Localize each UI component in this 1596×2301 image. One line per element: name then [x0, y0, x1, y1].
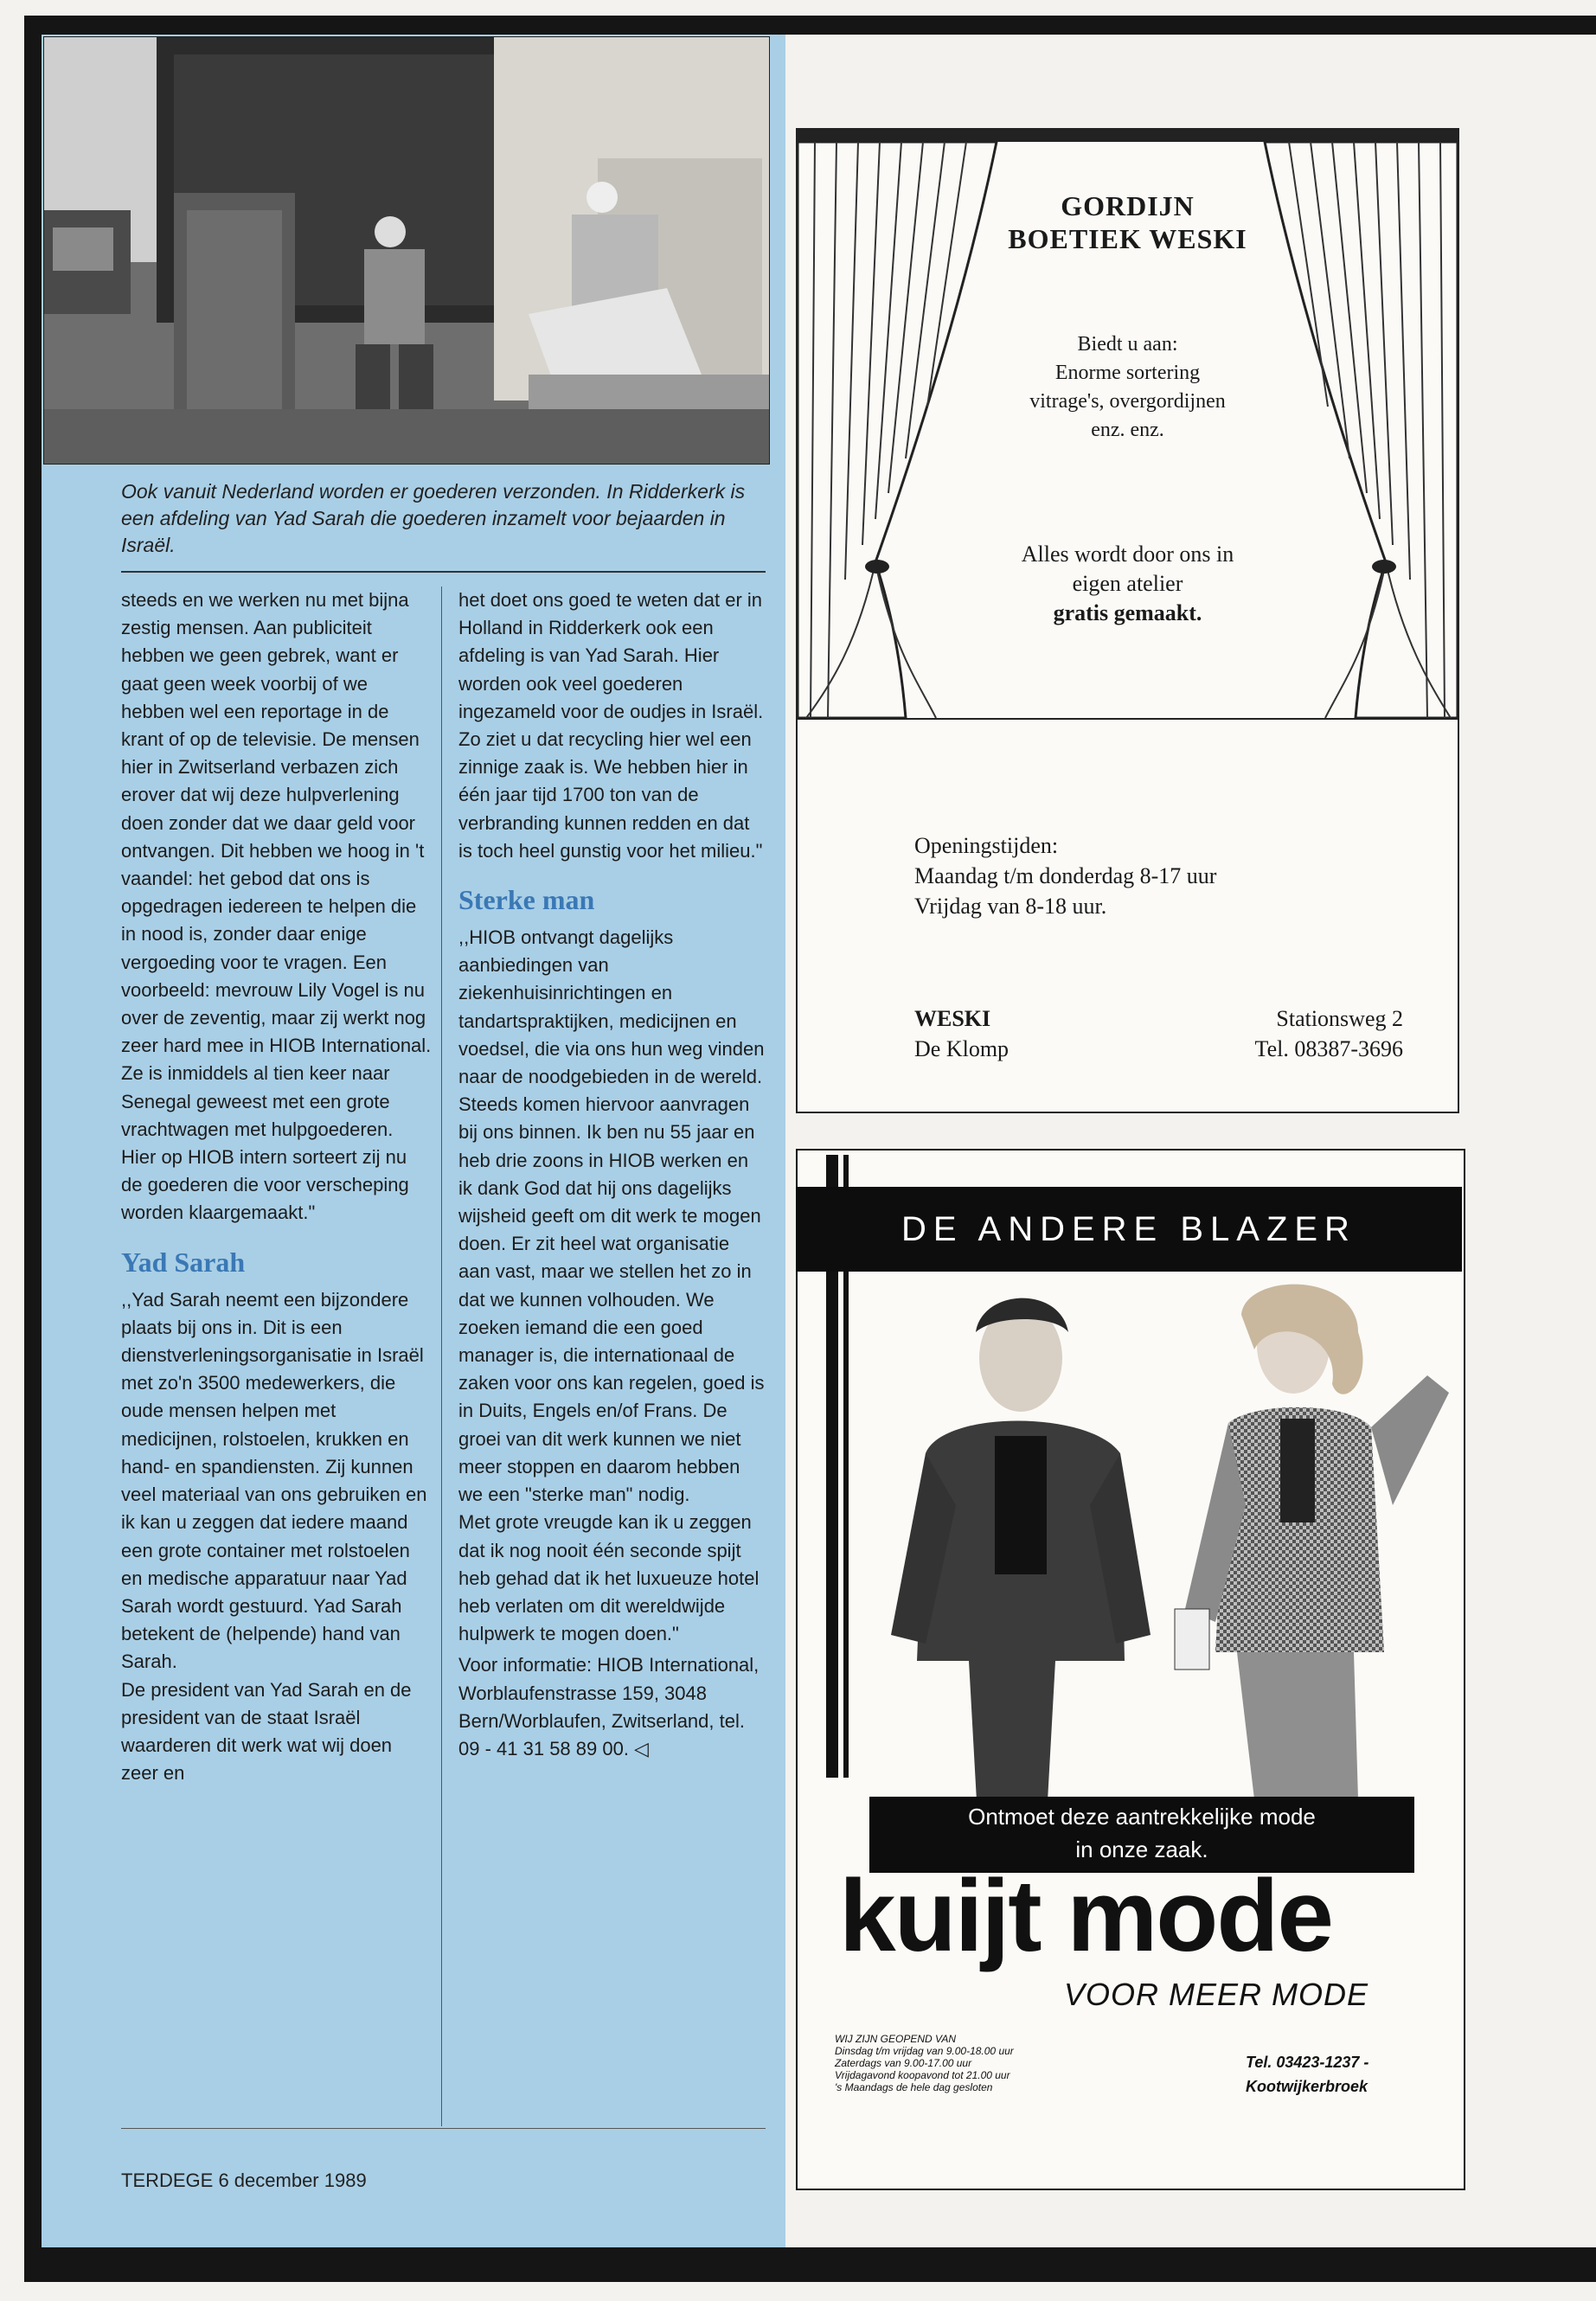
article-column-1: [121, 586, 433, 1787]
kuijt-hours-line-2: Dinsdag t/m vrijdag van 9.00-18.00 uur: [835, 2045, 1014, 2057]
article-paragraph: ,,Yad Sarah neemt een bijzondere plaats bij ons in. Dit is een dienstverleningsorganisatie in Israël met zo'n 3500 medewerkers, die oude mensen helpen met medicijnen, rolstoelen, krukken en hand- en spandiensten. Zij kunnen veel materiaal van ons gebruiken en ik kan u zeggen dat iedere maand een grote container met rolstoelen en medische apparatuur naar Yad Sarah wordt gestuurd. Yad Sarah betekent de (helpende) hand van Sarah.: [121, 1288, 427, 1673]
article-paragraph: Met grote vreugde kan ik u zeggen dat ik nog nooit één seconde spijt heb gehad dat ik het luxueuze hotel heb verlaten om dit wereldwijde hulpwerk te mogen doen.": [458, 1511, 760, 1645]
kuijt-contact: [1246, 2050, 1368, 2099]
weski-made-line-3: gratis gemaakt.: [1053, 600, 1202, 625]
kuijt-hours-line-1: WIJ ZIJN GEOPEND VAN: [835, 2033, 957, 2045]
weski-name: WESKI: [914, 1006, 991, 1031]
column-divider: [441, 586, 442, 2126]
left-border: [24, 16, 42, 2282]
kuijt-tagline: VOOR MEER MODE: [1064, 1977, 1369, 2012]
weski-address-block: [1195, 1003, 1403, 1064]
weski-title-line-2: BOETIEK WESKI: [1008, 223, 1247, 254]
article-paragraph: het doet ons goed te weten dat er in Holland in Ridderkerk ook een afdeling is van Yad Sarah. Hier worden ook veel goederen ingezameld voor de oudjes in Israël. Zo ziet u dat recycling hier wel een zinnige zaak is. We hebben hier in één jaar tijd 1700 ton van de verbranding kunnen redden en dat is toch heel gunstig voor het milieu.": [458, 589, 764, 862]
article-bottom-rule: [121, 2128, 766, 2129]
curtain-frame: [798, 130, 1458, 720]
weski-phone: Tel. 08387-3696: [1254, 1036, 1403, 1061]
weski-offer-line-4: enz. enz.: [1091, 419, 1164, 441]
caption-divider: [121, 571, 766, 573]
article-paragraph: De president van Yad Sarah en de president van de staat Israël waarderen dit werk wat wij doen zeer en: [121, 1678, 412, 1785]
weski-offer-line-1: Biedt u aan:: [1077, 333, 1178, 356]
photo-caption: Ook vanuit Nederland worden er goederen verzonden. In Ridderkerk is een afdeling van Yad Sarah die goederen inzamelt voor bejaarden in Israël.: [121, 480, 746, 556]
weski-place: De Klomp: [914, 1036, 1010, 1061]
section-heading-sterke-man: Sterke man: [458, 884, 595, 916]
weski-made-line-2: eigen atelier: [1072, 571, 1183, 596]
blazer-headline: DE ANDERE BLAZER: [796, 1187, 1462, 1272]
weski-street: Stationsweg 2: [1276, 1006, 1403, 1031]
article-paragraph: steeds en we werken nu met bijna zestig mensen. Aan publiciteit hebben we geen gebrek, want er gaat geen week voorbij of we hebben wel een reportage in de krant of op de televisie. De mensen hier in Zwitserland verbazen zich erover dat wij deze hulpverlening doen zonder dat we daar geld voor ontvangen. Dit hebben we hoog in 't vaandel: het gebod dat ons is opgedragen iedereen te helpen die in nood is, zonder daar enige vergoeding voor te vragen. Een voorbeeld: mevrouw Lily Vogel is nu over de zeventig, maar zij werkt nog zeer hard mee in HIOB International. Ze is inmiddels al tien keer naar Senegal geweest met een grote vrachtwagen met hulpgoederen. Hier op HIOB intern sorteert zij nu de goederen die voor verscheping worden klaargemaakt.": [121, 589, 432, 1224]
kuijt-town: Kootwijkerbroek: [1246, 2078, 1368, 2095]
kuijt-mode-logo: kuijt mode: [839, 1859, 1333, 1973]
weski-offer-line-2: Enorme sortering: [1054, 362, 1201, 384]
kuijt-opening-hours: [835, 2033, 1014, 2093]
article-column-2: [458, 586, 766, 1763]
weski-hours-title: Openingstijden:: [914, 833, 1059, 858]
publication-footer: TERDEGE 6 december 1989: [121, 2170, 367, 2191]
bottom-border: [24, 2247, 1596, 2282]
top-border: [24, 16, 1596, 35]
weski-title-line-1: GORDIJN: [1061, 190, 1195, 221]
weski-hours-line-2: Vrijdag van 8-18 uur.: [914, 894, 1107, 919]
kuijt-hours-line-4: Vrijdagavond koopavond tot 21.00 uur: [835, 2069, 1010, 2081]
article-paragraph: ,,HIOB ontvangt dagelijks aanbiedingen van ziekenhuisinrichtingen en tandartspraktijken, medicijnen en voedsel, die via ons hun weg vinden naar de noodgebieden in de wereld. Steeds komen hiervoor aanvragen bij ons binnen. Ik ben nu 55 jaar en heb drie zoons in HIOB werken en ik dank God dat hij ons dagelijks wijsheid geeft om dit werk te mogen doen. Er zit heel wat organisatie aan vast, maar we stellen het zo in dat we kunnen volhouden. We zoeken iemand die een goed manager is, die internationaal de zaken voor ons kan regelen, goed is in Duits, Engels en/of Frans. De groei van dit werk kunnen we niet meer stoppen en daarom hebben we een "sterke man" nodig.: [458, 926, 765, 1506]
article-photo: [43, 36, 770, 465]
weski-name-block: [914, 1003, 1009, 1064]
weski-opening-hours: [914, 830, 1216, 921]
kuijt-phone: Tel. 03423-1237 -: [1246, 2054, 1369, 2071]
weski-advertisement: [796, 128, 1459, 1113]
weski-hours-line-1: Maandag t/m donderdag 8-17 uur: [914, 863, 1217, 888]
slogan-line-2: in onze zaak.: [1075, 1836, 1208, 1862]
section-heading-yad-sarah: Yad Sarah: [121, 1246, 246, 1278]
slogan-line-1: Ontmoet deze aantrekkelijke mode: [968, 1804, 1316, 1830]
fashion-models-photo: [874, 1280, 1462, 1817]
kuijt-hours-line-3: Zaterdags van 9.00-17.00 uur: [835, 2057, 972, 2069]
info-paragraph: Voor informatie: HIOB International, Worblaufenstrasse 159, 3048 Bern/Worblaufen, Zwitserland, tel. 09 - 41 31 58 89 00. ◁: [458, 1654, 760, 1759]
weski-offer-line-3: vitrage's, overgordijnen: [1029, 390, 1226, 413]
kuijt-hours-line-5: 's Maandags de hele dag gesloten: [835, 2081, 993, 2093]
weski-made-line-1: Alles wordt door ons in: [1021, 542, 1234, 567]
